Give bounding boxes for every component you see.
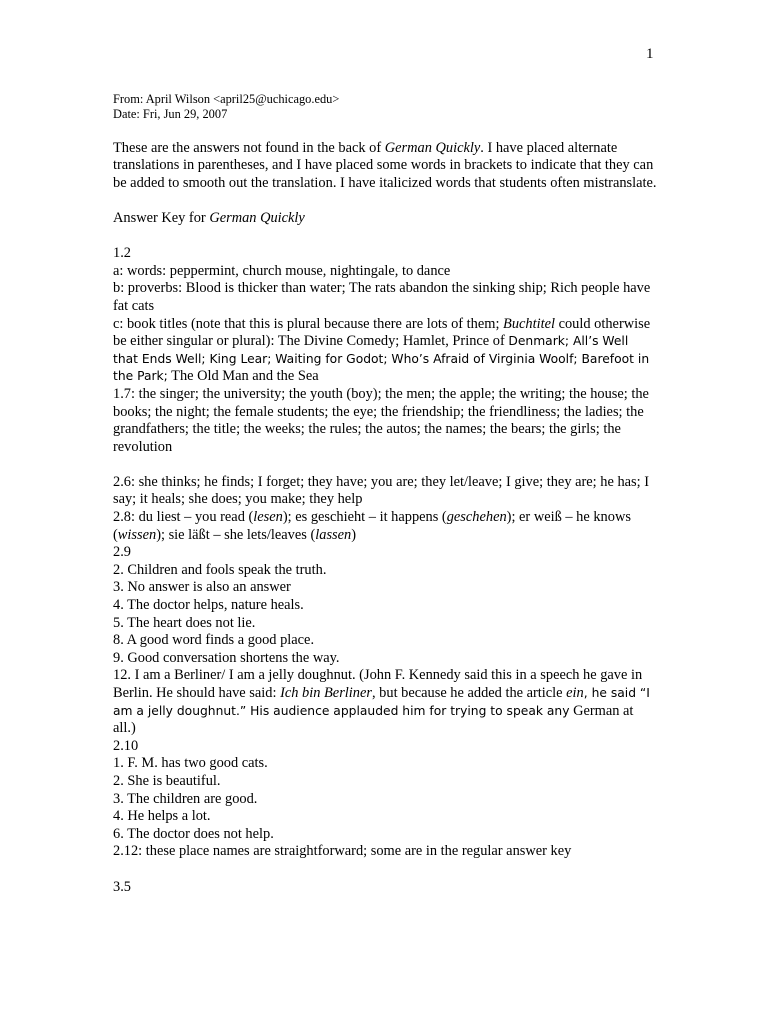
intro-paragraph: These are the answers not found in the back of German Quickly. I have placed alternate translations in parentheses, and I have placed some words in brackets to indicate that they can be added to smooth out the translation. I have italicized words that students often mistranslate.	[113, 139, 657, 191]
list-item: 1. F. M. has two good cats.	[113, 755, 268, 772]
answer-2-6: 2.6: she thinks; he finds; I forget; they have; you are; they let/leave; I give; they are; he has; I say; it heals; she does; you make; they help	[113, 473, 650, 508]
answer-2-12: 2.12: these place names are straightforward; some are in the regular answer key	[113, 843, 572, 860]
list-item: 4. He helps a lot.	[113, 808, 211, 825]
section-heading-3-5: 3.5	[113, 878, 131, 895]
list-item: 4. The doctor helps, nature heals.	[113, 597, 304, 614]
answer-1-2-a: a: words: peppermint, church mouse, nightingale, to dance	[113, 262, 451, 279]
document-body	[113, 92, 657, 896]
section-heading-1-2: 1.2	[113, 245, 131, 262]
date-line: Date: Fri, Jun 29, 2007	[113, 107, 228, 121]
list-item: 3. No answer is also an answer	[113, 579, 291, 596]
list-item: 8. A good word finds a good place.	[113, 632, 315, 649]
list-item: 6. The doctor does not help.	[113, 825, 274, 842]
email-header	[113, 92, 657, 122]
list-item: 2. Children and fools speak the truth.	[113, 561, 327, 578]
answer-1-2-c: c: book titles (note that this is plural because there are lots of them; Buchtitel could otherwise be either singular or plural): The Divine Comedy; Hamlet, Prince of Denmark; All’s Well that Ends Well; King Lear; Waiting for Godot; Who’s Afraid of Virginia Woolf; Barefoot in the Park; The Old Man and the Sea	[113, 315, 651, 385]
section-heading-2-10: 2.10	[113, 737, 139, 754]
list-item: 2. She is beautiful.	[113, 772, 221, 789]
from-line: From: April Wilson <april25@uchicago.edu>	[113, 92, 340, 106]
book-title: German Quickly	[384, 139, 481, 156]
answer-1-7: 1.7: the singer; the university; the youth (boy); the men; the apple; the writing; the house; the books; the night; the female students; the eye; the friendship; the friendliness; the ladies; the grandfathers; the title; the weeks; the rules; the autos; the names; the bears; the girls; the revolution	[113, 385, 649, 455]
list-item: 5. The heart does not lie.	[113, 614, 256, 631]
section-heading-2-9: 2.9	[113, 544, 131, 561]
list-item-12: 12. I am a Berliner/ I am a jelly doughnut. (John F. Kennedy said this in a speech he gave in Berlin. He should have said: Ich bin Berliner, but because he added the article ein, he said “I am a jelly doughnut.” His audience applauded him for trying to speak any German at all.)	[113, 667, 650, 737]
list-item: 3. The children are good.	[113, 790, 258, 807]
answer-key-heading: Answer Key for German Quickly	[113, 209, 305, 226]
page-number: 1	[646, 46, 654, 62]
answer-2-8: 2.8: du liest – you read (lesen); es geschieht – it happens (geschehen); er weiß – he knows (wissen); sie läßt – she lets/leaves (lassen)	[113, 509, 631, 543]
answer-1-2-b: b: proverbs: Blood is thicker than water; The rats abandon the sinking ship; Rich people have fat cats	[113, 280, 651, 314]
list-item: 9. Good conversation shortens the way.	[113, 649, 340, 666]
